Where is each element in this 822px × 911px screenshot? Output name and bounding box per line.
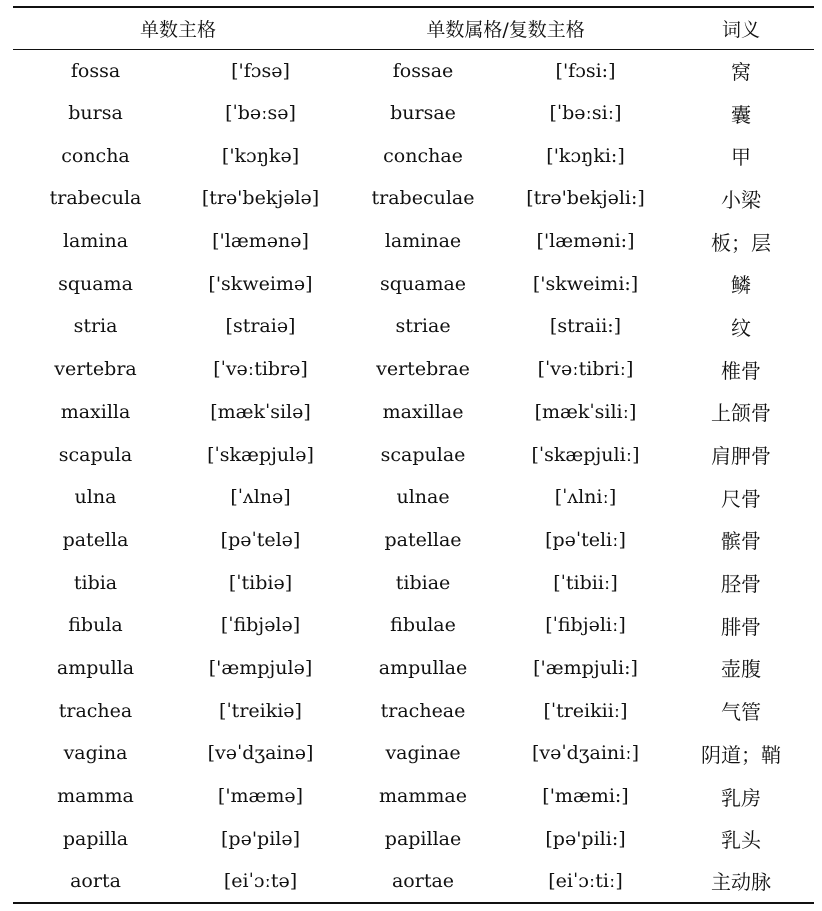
table-row: [13, 689, 814, 732]
table-row: [13, 305, 814, 348]
table-header: [13, 7, 814, 49]
singular-pronunciation: [ˈʌlnə]: [230, 486, 291, 509]
singular-form: vagina: [63, 742, 128, 765]
plural-pronunciation: ['æmpjuli:]: [533, 656, 638, 679]
plural-pronunciation: ['læməni:]: [536, 230, 635, 253]
meaning: 壶腹: [721, 657, 762, 682]
plural-pronunciation: [trə'bekjəli:]: [526, 187, 645, 210]
meaning: 乳房: [721, 785, 762, 810]
meaning: 椎骨: [721, 358, 762, 383]
plural-form: tracheae: [380, 699, 466, 722]
table-row: [13, 177, 814, 220]
singular-form: lamina: [62, 230, 129, 253]
singular-pronunciation: [straiə]: [225, 315, 296, 338]
plural-pronunciation: [ˈʌlniː]: [554, 486, 617, 509]
plural-form: fossae: [392, 59, 454, 82]
singular-pronunciation: [ˈtibiə]: [228, 571, 293, 594]
plural-form: ulnae: [396, 486, 450, 509]
singular-form: maxilla: [60, 400, 131, 423]
plural-form: maxillae: [382, 400, 464, 423]
table-row: [13, 519, 814, 562]
header-meaning: 词义: [668, 7, 814, 49]
plural-form: papillae: [384, 827, 462, 850]
meaning: 腓骨: [721, 614, 762, 639]
table-row: [13, 433, 814, 476]
meaning: 窝: [731, 60, 752, 85]
singular-form: papilla: [62, 827, 129, 850]
plural-pronunciation: [mækˈsiliː]: [534, 400, 637, 423]
table-row: [13, 92, 814, 135]
header-row: [13, 7, 814, 49]
plural-pronunciation: [eiˈɔːtiː]: [503, 860, 668, 903]
plural-form: tibiae: [395, 571, 451, 594]
meaning: 鳞: [731, 273, 752, 298]
meaning: 上颌骨: [711, 401, 772, 426]
table-row: [13, 262, 814, 305]
header-genitive-plural: 单数属格/复数主格: [343, 7, 668, 49]
table-row: [13, 476, 814, 519]
plural-form: trabeculae: [371, 187, 475, 210]
meaning: 髌骨: [721, 529, 762, 554]
singular-form: trabecula: [49, 187, 142, 210]
table-row: [13, 49, 814, 92]
meaning: 尺骨: [721, 486, 762, 511]
meaning: 甲: [731, 145, 752, 170]
singular-form: ulna: [74, 486, 117, 509]
meaning: 囊: [731, 102, 752, 127]
meaning: 肩胛骨: [711, 444, 772, 469]
singular-form: concha: [61, 144, 130, 167]
table-body: [13, 49, 814, 903]
plural-form: conchae: [383, 144, 463, 167]
plural-form: aortae: [343, 860, 503, 903]
plural-form: bursae: [390, 102, 456, 125]
meaning: 板；层: [711, 230, 772, 255]
plural-form: vertebrae: [376, 358, 470, 381]
plural-form: striae: [395, 315, 451, 338]
singular-form: patella: [62, 528, 129, 551]
singular-form: fibula: [68, 614, 123, 637]
meaning: 胫骨: [721, 572, 762, 597]
table-row: [13, 134, 814, 177]
meaning: 气管: [721, 700, 762, 725]
singular-form: mamma: [57, 785, 134, 808]
plural-pronunciation: [ˈtibiiː]: [553, 571, 618, 594]
table-row: [13, 860, 814, 903]
plural-form: mammae: [379, 785, 467, 808]
singular-pronunciation: ['æmpjulə]: [208, 656, 313, 679]
table-row: [13, 604, 814, 647]
meaning: 纹: [731, 315, 752, 340]
singular-pronunciation: [trə'bekjələ]: [201, 187, 320, 210]
table-row: [13, 817, 814, 860]
meaning: 乳头: [721, 828, 762, 853]
singular-form: bursa: [68, 102, 123, 125]
plural-form: vaginae: [385, 742, 461, 765]
singular-form: vertebra: [54, 358, 137, 381]
latin-noun-declension-table: [13, 6, 814, 904]
singular-pronunciation: [mækˈsilə]: [210, 400, 311, 423]
singular-pronunciation: ['læmənə]: [212, 230, 309, 253]
singular-pronunciation: [ˈtreikiə]: [219, 699, 302, 722]
plural-pronunciation: [ˈtreikiiː]: [543, 699, 628, 722]
plural-form: scapulae: [380, 443, 466, 466]
singular-pronunciation: [pəˈtelə]: [220, 528, 301, 551]
table-row: [13, 220, 814, 263]
plural-pronunciation: [ˈfibjəliː]: [545, 614, 626, 637]
plural-pronunciation: [pə'pili:]: [545, 827, 626, 850]
plural-pronunciation: [ˈskæpjuliː]: [531, 443, 640, 466]
singular-pronunciation: ['mæmə]: [217, 785, 304, 808]
singular-pronunciation: ['skweimə]: [208, 272, 313, 295]
singular-form: scapula: [58, 443, 133, 466]
table-row: [13, 775, 814, 818]
singular-pronunciation: ['fɔsə]: [231, 59, 290, 82]
plural-form: patellae: [384, 528, 462, 551]
singular-pronunciation: [ˈskæpjulə]: [207, 443, 314, 466]
plural-pronunciation: ['skweimi:]: [532, 272, 639, 295]
singular-form: squama: [58, 272, 133, 295]
singular-pronunciation: [ˈvəːtibrə]: [213, 358, 308, 381]
singular-form: ampulla: [56, 656, 135, 679]
plural-form: squamae: [379, 272, 467, 295]
meaning: 小梁: [721, 187, 762, 212]
singular-pronunciation: [pə'pilə]: [221, 827, 301, 850]
singular-form: tibia: [73, 571, 118, 594]
plural-form: ampullae: [378, 656, 468, 679]
singular-form: fossa: [70, 59, 121, 82]
plural-pronunciation: [vəˈdʒainiː]: [531, 742, 640, 765]
table-row: [13, 647, 814, 690]
plural-pronunciation: ['fɔsi:]: [555, 59, 616, 82]
plural-pronunciation: [pəˈteliː]: [545, 528, 626, 551]
singular-form: aorta: [13, 860, 178, 903]
singular-pronunciation: [eiˈɔːtə]: [178, 860, 343, 903]
vocabulary-table-container: [13, 6, 814, 904]
plural-form: laminae: [384, 230, 462, 253]
singular-form: trachea: [58, 699, 133, 722]
meaning: 主动脉: [668, 860, 814, 903]
meaning: 阴道；鞘: [701, 742, 782, 767]
plural-pronunciation: ['mæmi:]: [542, 785, 629, 808]
table-row: [13, 391, 814, 434]
singular-pronunciation: [ˈbəːsə]: [225, 102, 296, 125]
table-row: [13, 561, 814, 604]
table-row: [13, 732, 814, 775]
table-row: [13, 348, 814, 391]
singular-pronunciation: [vəˈdʒainə]: [207, 742, 314, 765]
plural-form: fibulae: [390, 614, 456, 637]
plural-pronunciation: [ˈbəːsiː]: [549, 102, 622, 125]
singular-pronunciation: [ˈfibjələ]: [220, 614, 301, 637]
singular-form: stria: [73, 315, 118, 338]
header-singular-nominative: 单数主格: [13, 7, 343, 49]
plural-pronunciation: [ˈvəːtibriː]: [537, 358, 634, 381]
plural-pronunciation: [straii:]: [549, 315, 622, 338]
singular-pronunciation: ['kɔŋkə]: [221, 144, 300, 167]
plural-pronunciation: ['kɔŋki:]: [546, 144, 625, 167]
